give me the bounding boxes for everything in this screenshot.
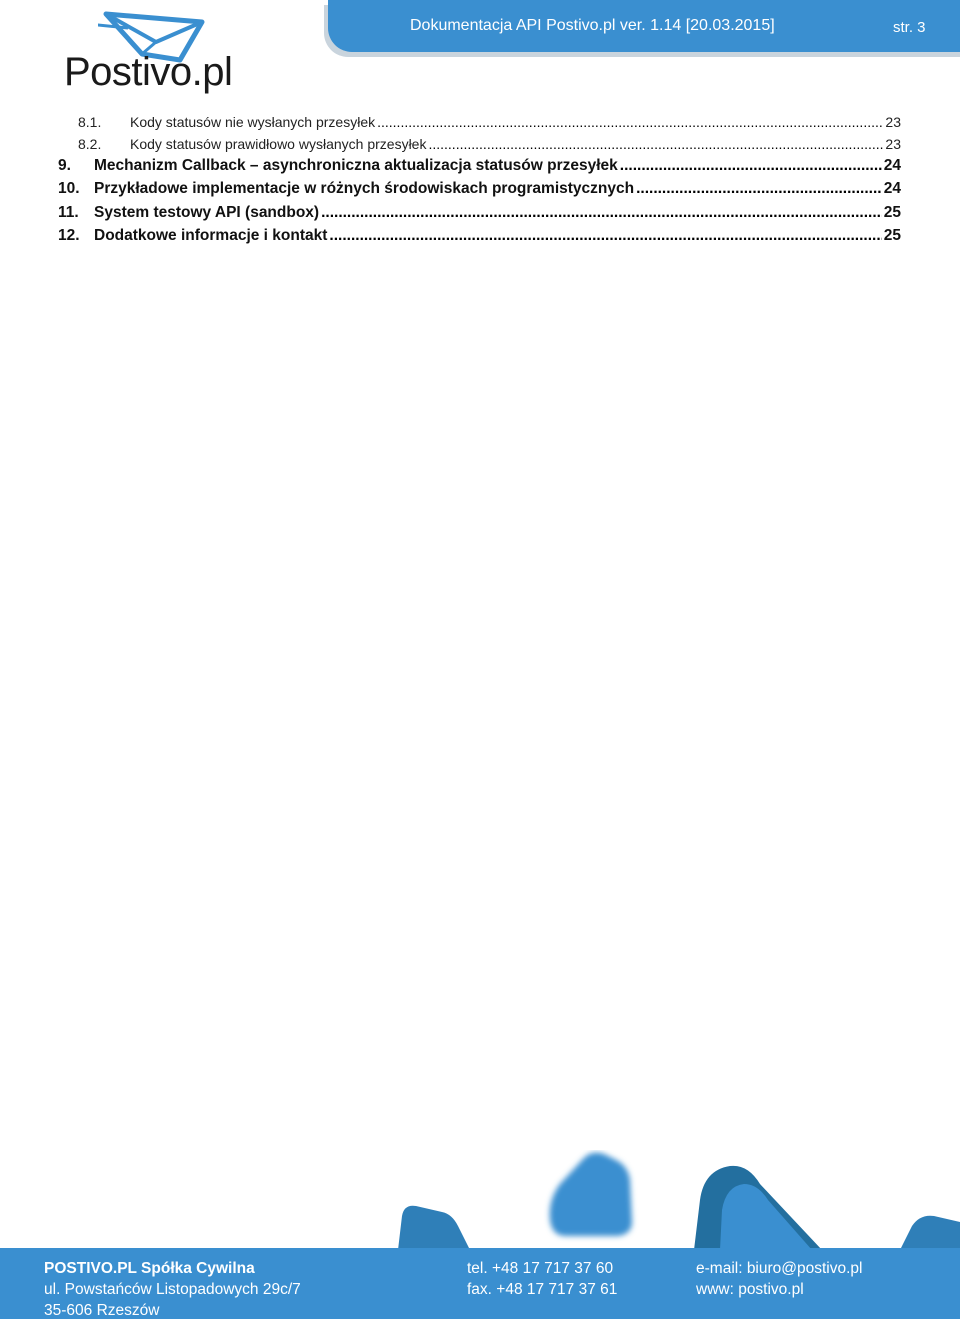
- toc-entry[interactable]: [58, 227, 901, 249]
- footer-street: ul. Powstańców Listopadowych 29c/7: [44, 1281, 301, 1298]
- toc-page: 25: [883, 204, 901, 221]
- toc-number: 8.2.: [78, 136, 102, 152]
- toc-leader-dots: [321, 204, 882, 222]
- footer-email-link[interactable]: e-mail: biuro@postivo.pl: [696, 1260, 863, 1277]
- toc-title: Dodatkowe informacje i kontakt: [94, 227, 328, 244]
- page-number: str. 3: [893, 19, 926, 36]
- footer-shape-middle: [550, 1153, 632, 1236]
- toc-title: Kody statusów nie wysłanych przesyłek: [130, 114, 376, 130]
- toc-title: Mechanizm Callback – asynchroniczna aktualizacja statusów przesyłek: [94, 157, 618, 174]
- postivo-logo: [58, 8, 248, 98]
- toc-entry[interactable]: [58, 204, 901, 226]
- footer-company: POSTIVO.PL Spółka Cywilna: [44, 1260, 255, 1277]
- logo-wordmark: [64, 52, 232, 92]
- toc-leader-dots: [377, 114, 883, 130]
- footer-phone[interactable]: tel. +48 17 717 37 60: [467, 1260, 614, 1277]
- toc-entry[interactable]: [58, 157, 901, 179]
- toc-page: 24: [883, 157, 901, 174]
- header-banner: [328, 0, 960, 52]
- toc-entry[interactable]: [58, 180, 901, 202]
- toc-leader-dots: [620, 157, 882, 175]
- document-title: Dokumentacja API Postivo.pl ver. 1.14 [20.03.2015]: [410, 17, 775, 34]
- toc-number: 10.: [58, 180, 80, 197]
- toc-leader-dots: [428, 136, 883, 152]
- footer-shape-far-right: [900, 1216, 960, 1250]
- footer-city: 35-606 Rzeszów: [44, 1302, 160, 1319]
- toc-number: 11.: [58, 204, 79, 221]
- footer-bar: [0, 1248, 960, 1319]
- toc-leader-dots: [636, 180, 882, 198]
- toc-title: Przykładowe implementacje w różnych środowiskach programistycznych: [94, 180, 635, 197]
- toc-number: 9.: [58, 157, 71, 174]
- toc-page: 24: [883, 180, 901, 197]
- logo-wordmark-suffix: .pl: [191, 50, 233, 94]
- toc-page: 23: [885, 114, 901, 130]
- footer-fax: fax. +48 17 717 37 61: [467, 1281, 618, 1298]
- footer-website-link[interactable]: www: postivo.pl: [696, 1281, 804, 1298]
- logo-wordmark-main: Postivo: [64, 50, 192, 94]
- toc-number: 8.1.: [78, 114, 102, 130]
- toc-page: 25: [883, 227, 901, 244]
- toc-title: Kody statusów prawidłowo wysłanych przesyłek: [130, 136, 427, 152]
- toc-number: 12.: [58, 227, 80, 244]
- toc-page: 23: [885, 136, 901, 152]
- footer-shape-left: [398, 1206, 470, 1250]
- toc-entry[interactable]: [58, 136, 901, 158]
- toc-title: System testowy API (sandbox): [94, 204, 320, 221]
- footer-decoration: [0, 1150, 960, 1250]
- toc-leader-dots: [329, 227, 881, 245]
- toc-entry[interactable]: [58, 114, 901, 136]
